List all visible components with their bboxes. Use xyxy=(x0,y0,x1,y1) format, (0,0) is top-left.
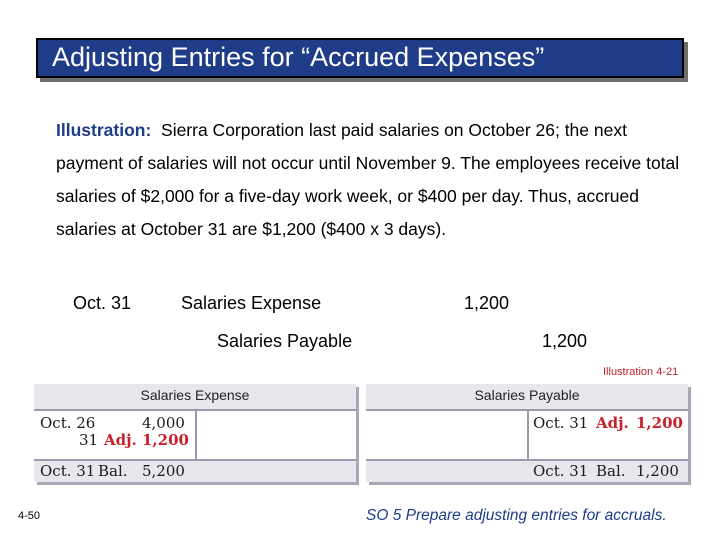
t-row-date: Oct. 31 xyxy=(533,414,589,432)
t-row-adj-label: Adj. xyxy=(104,431,137,449)
slide-title: Adjusting Entries for “Accrued Expenses” xyxy=(52,42,545,72)
t-row-amount: 4,000 xyxy=(142,414,185,432)
slide-number: 4-50 xyxy=(18,510,41,522)
t-account-title: Salaries Expense xyxy=(140,387,250,403)
title-bar xyxy=(36,38,684,78)
figure-label: Illustration 4-21 xyxy=(603,366,679,378)
t-account-title: Salaries Payable xyxy=(474,387,580,403)
illustration-paragraph xyxy=(56,114,696,246)
t-balance-amount: 1,200 xyxy=(636,462,679,480)
t-row-amount: 1,200 xyxy=(142,431,189,449)
entry-date: Oct. 31 xyxy=(73,293,132,313)
illustration-text: Sierra Corporation last paid salaries on October 26; the next payment of salaries will not occur until November 9. The employees receive total salaries of $2,000 for a five-day work week, or $400 per day. Thus, accrued salaries at October 31 are $1,200 ($400 x 3 days). xyxy=(56,120,680,239)
entry-debit-account: Salaries Expense xyxy=(181,293,322,313)
illustration-label: Illustration: xyxy=(56,120,152,140)
t-balance-date: Oct. 31 xyxy=(40,462,96,480)
entry-debit-amount: 1,200 xyxy=(464,293,510,313)
t-row-date: Oct. 26 xyxy=(40,414,96,432)
t-row-amount: 1,200 xyxy=(636,414,683,432)
t-account-salaries-expense xyxy=(34,384,356,482)
t-balance-amount: 5,200 xyxy=(142,462,185,480)
entry-credit-amount: 1,200 xyxy=(542,331,588,351)
t-balance-label: Bal. xyxy=(596,462,626,480)
t-balance-date: Oct. 31 xyxy=(533,462,589,480)
t-account-salaries-payable xyxy=(366,384,688,482)
t-row-date: 31 xyxy=(79,431,99,449)
t-row-adj-label: Adj. xyxy=(596,414,629,432)
t-balance-label: Bal. xyxy=(98,462,128,480)
entry-credit-account: Salaries Payable xyxy=(217,331,353,351)
study-objective-footer: SO 5 Prepare adjusting entries for accruals. xyxy=(366,507,667,524)
